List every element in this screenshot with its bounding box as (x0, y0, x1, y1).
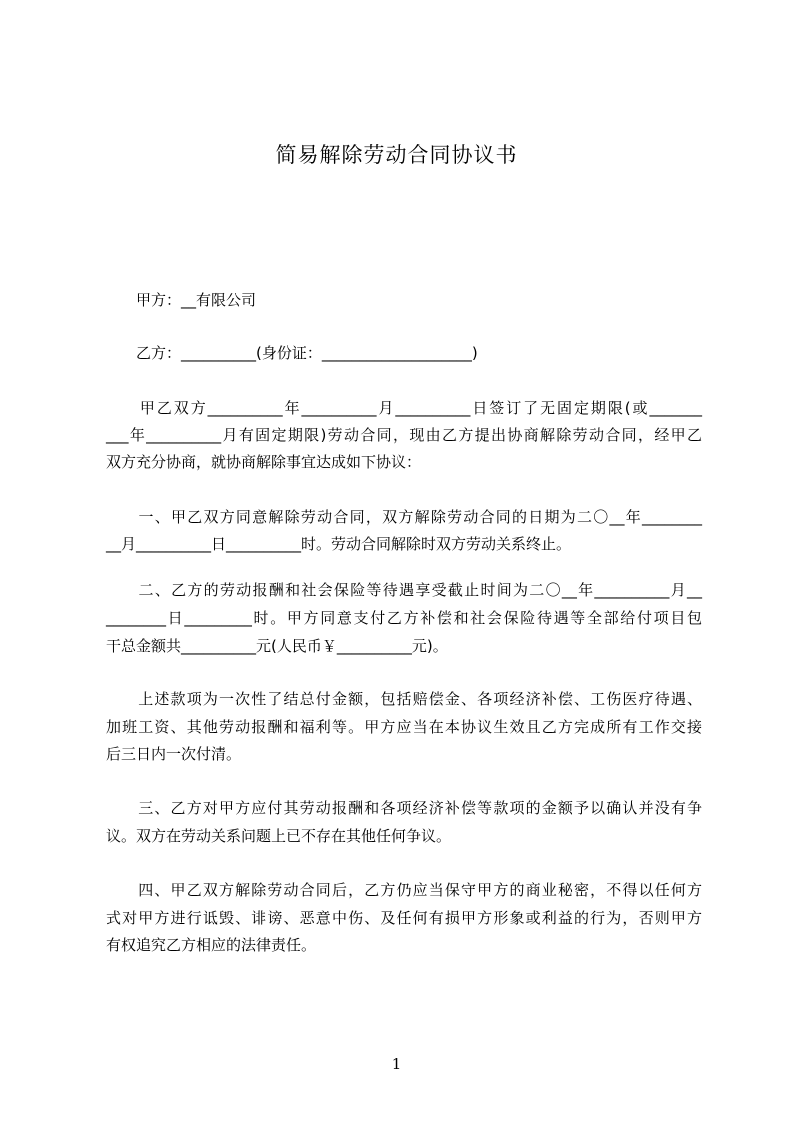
clause-3-line-2: 议。双方在劳动关系问题上已不存在其他任何争议。 (106, 827, 452, 845)
clause-4-line-1: 四、甲乙双方解除劳动合同后，乙方仍应当保守甲方的商业秘密，不得以任何方 (106, 881, 702, 899)
clause-4-line-2: 式对甲方进行诋毁、诽谤、恶意中伤、及任何有损甲方形象或利益的行为，否则甲方 (106, 909, 702, 927)
clause-2-line-2: ________日_________时。甲方同意支付乙方补偿和社会保险待遇等全部给付项目包 (106, 609, 702, 627)
party-b-line: 乙方：__________(身份证：____________________) (106, 344, 478, 362)
payment-terms-line-2: 加班工资、其他劳动报酬和福利等。甲方应当在本协议生效且乙方完成所有工作交接 (106, 718, 702, 736)
clause-1-line-2: __月__________日__________时。劳动合同解除时双方劳动关系终止。 (106, 535, 572, 553)
clause-2-line-1: 二、乙方的劳动报酬和社会保险等待遇享受截止时间为二〇__年__________月__ (106, 581, 702, 599)
document-title: 简易解除劳动合同协议书 (275, 143, 518, 167)
page-number: 1 (391, 1055, 402, 1073)
intro-line-1: 甲乙双方__________年__________月__________日签订了无固定期限(或_______ (106, 399, 702, 417)
clause-1-line-1: 一、甲乙双方同意解除劳动合同，双方解除劳动合同的日期为二〇__年________ (106, 508, 702, 526)
intro-line-2: ___年__________月有固定期限)劳动合同，现由乙方提出协商解除劳动合同，经甲乙 (106, 426, 702, 444)
intro-line-3: 双方充分协商，就协商解除事宜达成如下协议： (106, 453, 422, 471)
party-a-line: 甲方：__有限公司 (106, 291, 257, 309)
payment-terms-line-1: 上述款项为一次性了结总付金额，包括赔偿金、各项经济补偿、工伤医疗待遇、 (106, 690, 702, 708)
clause-2-line-3: 干总金额共__________元(人民币￥__________元)。 (106, 637, 448, 655)
clause-3-line-1: 三、乙方对甲方应付其劳动报酬和各项经济补偿等款项的金额予以确认并没有争 (106, 799, 702, 817)
clause-4-line-3: 有权追究乙方相应的法律责任。 (106, 936, 317, 954)
payment-terms-line-3: 后三日内一次付清。 (106, 745, 242, 763)
